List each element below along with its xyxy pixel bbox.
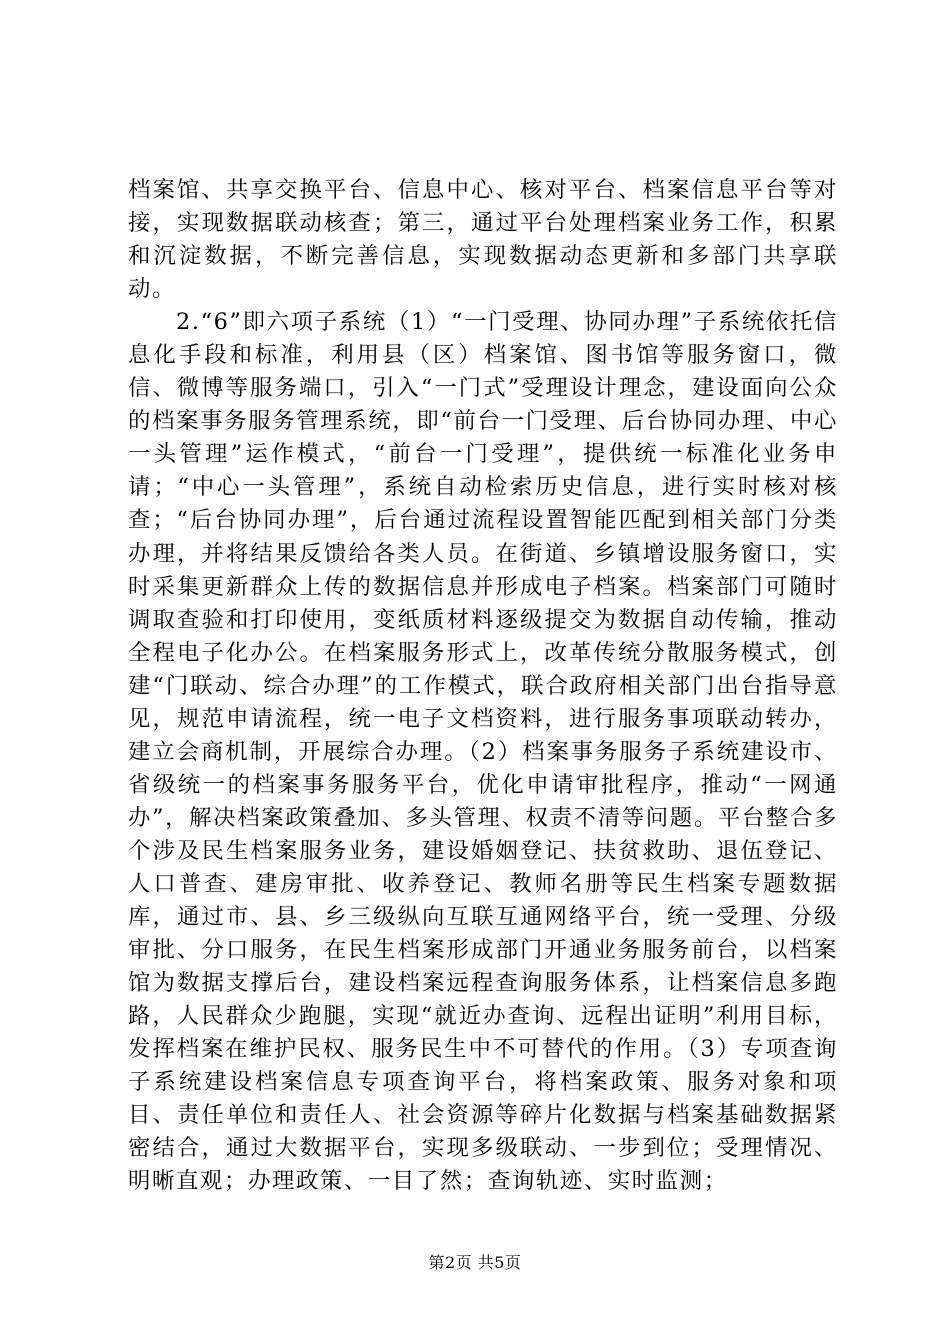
paragraph-six-subsystems: 2.“6”即六项子系统（1）“一门受理、协同办理”子系统依托信息化手段和标准，利用县（区）档案馆、图书馆等服务窗口，微信、微博等服务端口，引入“一门式”受理设计理念，建设面向公众的档案事务服务管理系统，即“前台一门受理、后台协同办理、中心一头管理”运作模式，“前台一门受理”，提供统一标准化业务申请；“中心一头管理”，系统自动检索历史信息，进行实时核对核查；“后台协同办理”，后台通过流程设置智能匹配到相关部门分类办理，并将结果反馈给各类人员。在街道、乡镇增设服务窗口，实时采集更新群众上传的数据信息并形成电子档案。档案部门可随时调取查验和打印使用，变纸质材料逐级提交为数据自动传输，推动全程电子化办公。在档案服务形式上，改革传统分散服务模式，创建“门联动、综合办理”的工作模式，联合政府相关部门出台指导意见，规范申请流程，统一电子文档资料，进行服务事项联动转办，建立会商机制，开展综合办理。（2）档案事务服务子系统建设市、省级统一的档案事务服务平台，优化申请审批程序，推动“一网通办”，解决档案政策叠加、多头管理、权责不清等问题。平台整合多个涉及民生档案服务业务，建设婚姻登记、扶贫救助、退伍登记、人口普查、建房审批、收养登记、教师名册等民生档案专题数据库，通过市、县、乡三级纵向互联互通网络平台，统一受理、分级审批、分口服务，在民生档案形成部门开通业务服务前台，以档案馆为数据支撑后台，建设档案远程查询服务体系，让档案信息多跑路，人民群众少跑腿，实现“就近办查询、远程出证明”利用目标，发挥档案在维护民权、服务民生中不可替代的作用。（3）专项查询子系统建设档案信息专项查询平台，将档案政策、服务对象和项目、责任单位和责任人、社会资源等碎片化数据与档案基础数据紧密结合，通过大数据平台，实现多级联动、一步到位；受理情况、明晰直观；办理政策、一目了然；查询轨迹、实时监测； [128,309,838,1195]
paragraph-continuation: 档案馆、共享交换平台、信息中心、核对平台、档案信息平台等对接，实现数据联动核查；第三，通过平台处理档案业务工作，积累和沉淀数据，不断完善信息，实现数据动态更新和多部门共享联动。 [128,177,838,303]
page-footer [0,1250,950,1273]
page-number: 第2页 共5页 [428,1253,522,1272]
document-body [128,174,838,1198]
